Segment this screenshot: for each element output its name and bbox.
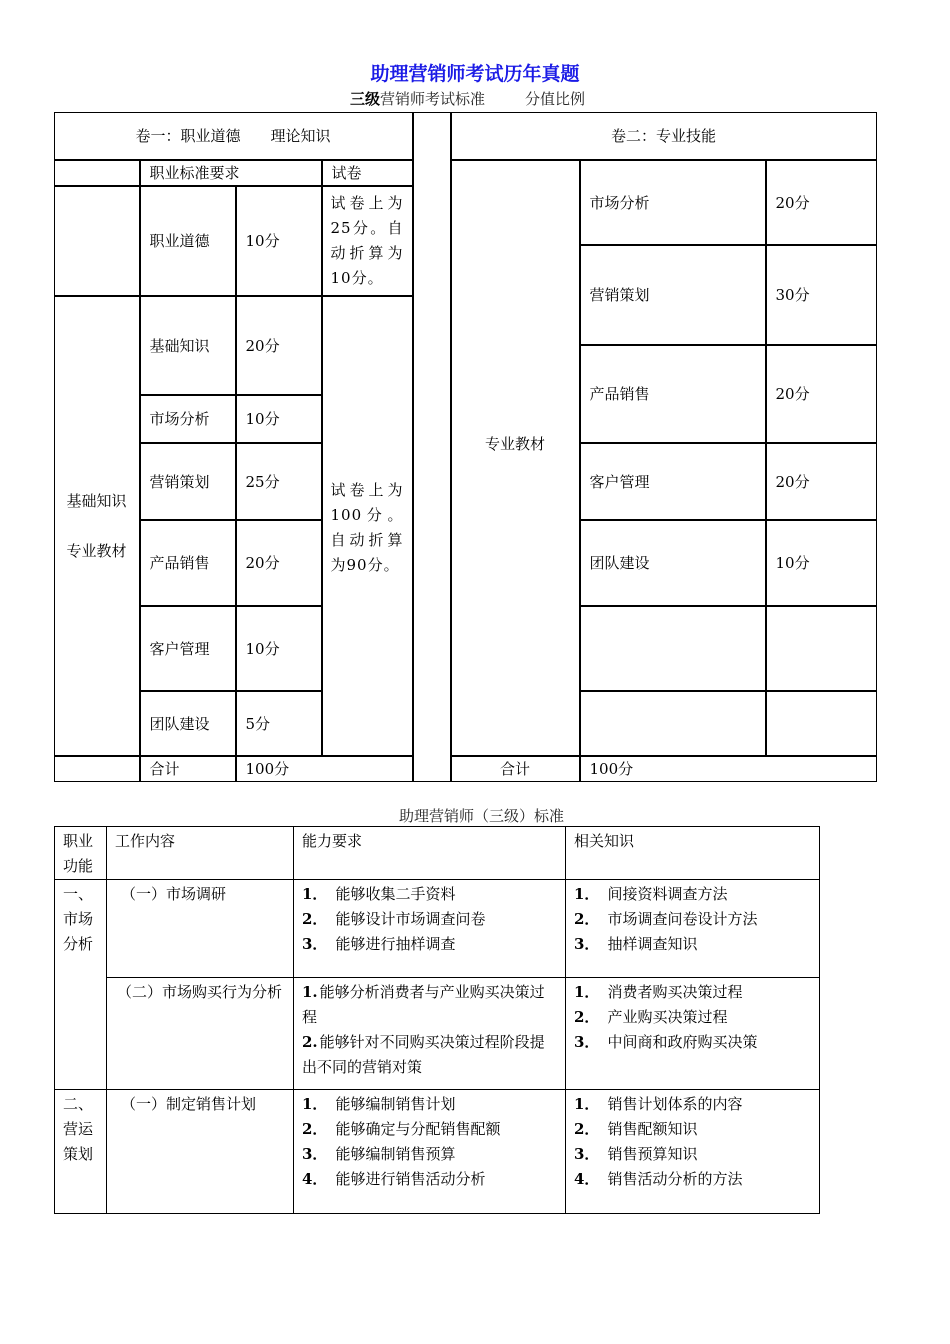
vol2-header: 卷二：专业技能 [451,112,877,160]
skill-item-name: 产品销售 [580,345,766,443]
theory-item-name: 产品销售 [140,520,236,606]
content-cell: （一）制定销售计划 [107,1090,294,1214]
skill-item-score: 20分 [766,345,877,443]
table-header-row [55,827,820,880]
skill-category: 专业教材 [451,160,580,756]
skill-item-score: 30分 [766,245,877,345]
header-function: 职业功能 [55,827,107,880]
blank-cell [766,606,877,691]
theory-category-1: 基础知识 [66,491,127,510]
theory-item-score: 10分 [236,395,322,443]
subtitle-text: 营销师考试标准 [380,90,486,108]
page-title: 助理营销师考试历年真题 [370,63,580,85]
theory-item-score: 10分 [236,606,322,691]
standard-table [54,826,820,1214]
skill-total-label: 合计 [451,756,580,782]
table-row [55,1090,820,1214]
theory-category [54,296,140,756]
content-cell: （一）市场调研 [107,880,294,978]
skill-item-score: 20分 [766,443,877,520]
content-cell: （二）市场购买行为分析 [107,978,294,1090]
blank-cell [54,756,140,782]
skill-total-value: 100分 [580,756,877,782]
total-value: 100分 [236,756,413,782]
skill-item-name: 客户管理 [580,443,766,520]
ethics-name: 职业道德 [140,186,236,296]
blank-cell [580,691,766,756]
blank-cell [766,691,877,756]
theory-item-score: 5分 [236,691,322,756]
score-table [54,112,877,782]
theory-note: 试卷上为100分。自动折算为90分。 [322,296,413,756]
theory-item-name: 营销策划 [140,443,236,520]
theory-item-score: 25分 [236,443,322,520]
knowledge-cell: 1． 间接资料调查方法 2． 市场调查问卷设计方法 3． 抽样调查知识 [566,880,820,978]
req-header: 职业标准要求 [140,160,322,186]
theory-category-2: 专业教材 [66,541,127,560]
paper-header: 试卷 [322,160,413,186]
knowledge-cell: 1． 销售计划体系的内容 2． 销售配额知识 3． 销售预算知识 4． 销售活动分析的方法 [566,1090,820,1214]
header-content: 工作内容 [107,827,294,880]
ability-cell: 1． 能够编制销售计划 2． 能够确定与分配销售配额 3． 能够编制销售预算 4． 能够进行销售活动分析 [294,1090,566,1214]
table-row [55,978,820,1090]
theory-item-name: 基础知识 [140,296,236,395]
function-cell: 一、市场分析 [55,880,107,1090]
theory-item-name: 团队建设 [140,691,236,756]
theory-item-name: 客户管理 [140,606,236,691]
skill-item-score: 10分 [766,520,877,606]
vol1-header: 卷一：职业道德 理论知识 [54,112,413,160]
blank-cell [54,160,140,186]
theory-item-score: 20分 [236,520,322,606]
header-knowledge: 相关知识 [566,827,820,880]
subtitle [350,89,585,109]
total-label: 合计 [140,756,236,782]
column-separator [413,112,451,782]
ability-cell: 1． 能够收集二手资料 2． 能够设计市场调查问卷 3． 能够进行抽样调查 [294,880,566,978]
skill-item-score: 20分 [766,160,877,245]
subtitle-level: 三级 [350,90,381,108]
theory-item-score: 20分 [236,296,322,395]
skill-item-name: 营销策划 [580,245,766,345]
function-cell: 二、营运策划 [55,1090,107,1214]
theory-item-name: 市场分析 [140,395,236,443]
ability-cell: 1. 能够分析消费者与产业购买决策过程 2. 能够针对不同购买决策过程阶段提出不同的营销对策 [294,978,566,1090]
knowledge-cell: 1． 消费者购买决策过程 2． 产业购买决策过程 3． 中间商和政府购买决策 [566,978,820,1090]
blank-cell [54,186,140,296]
ethics-score: 10分 [236,186,322,296]
table-row [55,880,820,978]
header-ability: 能力要求 [294,827,566,880]
subtitle-ratio: 分值比例 [525,90,586,108]
skill-item-name: 团队建设 [580,520,766,606]
blank-cell [580,606,766,691]
skill-item-name: 市场分析 [580,160,766,245]
standard-table-caption: 助理营销师（三级）标准 [398,807,564,825]
ethics-note: 试卷上为25分。自动折算为10分。 [322,186,413,296]
